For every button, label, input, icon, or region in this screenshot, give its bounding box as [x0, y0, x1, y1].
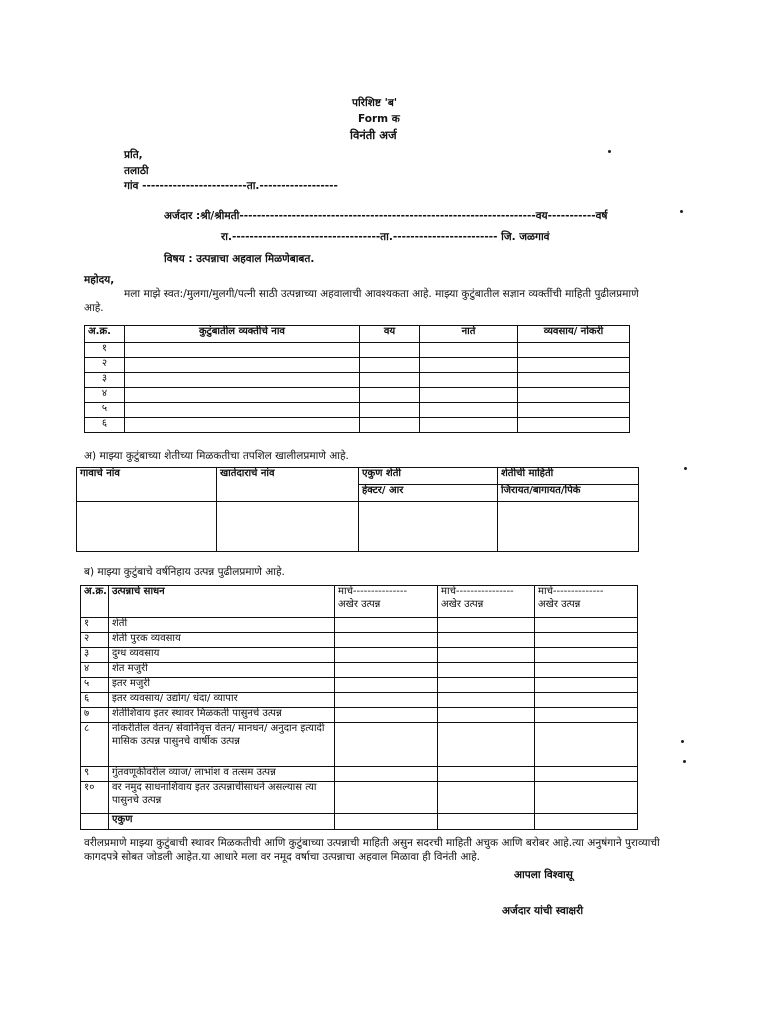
amount-cell[interactable]	[438, 663, 535, 678]
table-row	[85, 358, 630, 373]
amount-cell[interactable]	[335, 618, 438, 633]
amount-cell[interactable]	[335, 782, 438, 814]
subject-line: विषय : उत्पन्नाचा अहवाल मिळणेबाबत.	[164, 253, 315, 265]
occupation-cell[interactable]	[518, 343, 630, 358]
amount-cell[interactable]	[335, 678, 438, 693]
col-header: वय	[360, 326, 420, 343]
row-number: १०	[81, 782, 109, 814]
year-sub: अखेर उत्पन्न	[441, 598, 484, 610]
title-appendix: परिशिष्ट 'ब'	[352, 97, 398, 109]
col-header: अ.क्र.	[81, 586, 109, 618]
table-row	[85, 418, 630, 433]
year-sub: अखेर उत्पन्न	[338, 598, 381, 610]
relation-cell[interactable]	[420, 373, 518, 388]
address-to: प्रति,	[124, 149, 143, 161]
age-cell[interactable]	[360, 418, 420, 433]
amount-cell[interactable]	[438, 723, 535, 767]
amount-cell[interactable]	[438, 782, 535, 814]
amount-cell[interactable]	[335, 648, 438, 663]
village-cell[interactable]	[77, 502, 217, 552]
year-label: मार्च---------------	[338, 586, 408, 597]
income-source: नोकरीतील वेतन/ सेवानिवृत्त वेतन/ मानधन/ अनुदान इत्यादी मासिक उत्पन्न पासुनचे वार्षीक उत्पन्न	[109, 723, 335, 767]
table-row	[81, 633, 638, 648]
amount-cell[interactable]	[438, 633, 535, 648]
income-source: शेतीशिवाय इतर स्थावर मिळकती पासुनचे उत्पन्न	[109, 708, 335, 723]
occupation-cell[interactable]	[518, 418, 630, 433]
col-header: एकुण शेती	[359, 468, 498, 485]
table-row	[81, 782, 638, 814]
amount-cell[interactable]	[438, 693, 535, 708]
income-source: दुग्ध व्यवसाय	[109, 648, 335, 663]
table-row	[81, 693, 638, 708]
income-source: शेती	[109, 618, 335, 633]
income-table	[80, 585, 638, 830]
applicant-name-line: अर्जदार :श्री/श्रीमती--------------------------------------------------------------------वय-----------वर्ष	[164, 210, 608, 222]
age-cell[interactable]	[360, 388, 420, 403]
year-sub: अखेर उत्पन्न	[538, 598, 581, 610]
table-row	[85, 403, 630, 418]
year-label: मार्च--------------	[538, 586, 604, 597]
amount-cell[interactable]	[438, 618, 535, 633]
col-header: व्यवसाय/ नोकरी	[518, 326, 630, 343]
year-col-header	[438, 586, 535, 618]
amount-cell[interactable]	[535, 693, 638, 708]
table-row	[77, 502, 639, 552]
applicant-signature-label: अर्जदार यांची स्वाक्षरी	[502, 905, 584, 917]
col-header: गावाचे नांव	[77, 468, 217, 502]
income-source: शेती पुरक व्यवसाय	[109, 633, 335, 648]
total-label: एकुण	[109, 814, 335, 830]
table-row	[85, 388, 630, 403]
age-cell[interactable]	[360, 373, 420, 388]
row-number: ५	[81, 678, 109, 693]
table-row	[81, 648, 638, 663]
row-number: ८	[81, 723, 109, 767]
age-cell[interactable]	[360, 403, 420, 418]
row-number: १	[81, 618, 109, 633]
land-intro: अ) माझ्या कुटुंबाच्या शेतीच्या मिळकतीचा तपशिल खालीलप्रमाणे आहे.	[84, 450, 349, 462]
amount-cell[interactable]	[335, 633, 438, 648]
amount-cell[interactable]	[438, 814, 535, 830]
col-header: अ.क्र.	[85, 326, 125, 343]
amount-cell[interactable]	[535, 814, 638, 830]
row-number: ६	[81, 693, 109, 708]
scan-speck	[683, 760, 686, 763]
applicant-residence-line: रा.----------------------------------ता.------------------------ जि. जळगावं	[221, 231, 550, 243]
name-cell[interactable]	[125, 418, 360, 433]
occupation-cell[interactable]	[518, 388, 630, 403]
declaration-paragraph: वरीलप्रमाणे माझ्या कुटुंबाची स्थावर मिळकतीची आणि कुटुंबाच्या उत्पन्नाची माहिती असुन सदरची माहिती अचुक आणि बरोबर आहे.त्या अनुषंगाने पुराव्याची कागदपत्रे सोबत जोडली आहेत.या आधारे मला वर नमूद वर्षाचा उत्पन्नाचा अहवाल मिळावा ही विनंती आहे.	[84, 837, 660, 864]
amount-cell[interactable]	[438, 648, 535, 663]
scan-speck	[680, 210, 683, 213]
relation-cell[interactable]	[420, 403, 518, 418]
age-cell[interactable]	[360, 343, 420, 358]
row-number: २	[81, 633, 109, 648]
row-number: ५	[85, 403, 125, 418]
row-number	[81, 814, 109, 830]
col-header: नाते	[420, 326, 518, 343]
income-source: इतर व्यवसाय/ उद्योग/ धंदा/ व्यापार	[109, 693, 335, 708]
amount-cell[interactable]	[535, 708, 638, 723]
row-number: ३	[85, 373, 125, 388]
col-header: शेतीची माहिती	[498, 468, 639, 485]
occupation-cell[interactable]	[518, 373, 630, 388]
amount-cell[interactable]	[535, 782, 638, 814]
holder-cell[interactable]	[217, 502, 359, 552]
area-cell[interactable]	[359, 502, 498, 552]
amount-cell[interactable]	[535, 767, 638, 782]
address-talathi: तलाठी	[124, 165, 149, 177]
total-row	[81, 814, 638, 830]
family-members-table	[84, 325, 630, 433]
age-cell[interactable]	[360, 358, 420, 373]
occupation-cell[interactable]	[518, 358, 630, 373]
amount-cell[interactable]	[438, 767, 535, 782]
table-row	[81, 723, 638, 767]
col-subheader: हेक्टर/ आर	[359, 485, 498, 502]
amount-cell[interactable]	[535, 618, 638, 633]
intro-paragraph: मला माझे स्वत:/मुलगा/मुलगी/पत्नी साठी उत्पन्नाच्या अहवालाची आवश्यकता आहे. माझ्या कुटुंबातील सज्ञान व्यक्तींची माहिती पुढीलप्रमाणे आहे.	[84, 288, 639, 315]
amount-cell[interactable]	[438, 708, 535, 723]
title-request: विनंती अर्ज	[350, 128, 397, 142]
scan-speck	[681, 740, 684, 743]
crop-cell[interactable]	[498, 502, 639, 552]
amount-cell[interactable]	[438, 678, 535, 693]
amount-cell[interactable]	[335, 693, 438, 708]
name-cell[interactable]	[125, 388, 360, 403]
year-label: मार्च----------------	[441, 586, 514, 597]
row-number: ४	[85, 388, 125, 403]
income-source: गुंतवणूकीवरील व्याज/ लाभांश व तत्सम उत्पन्न	[109, 767, 335, 782]
table-row	[81, 618, 638, 633]
amount-cell[interactable]	[535, 663, 638, 678]
amount-cell[interactable]	[535, 723, 638, 767]
col-header: कुटुंबातील व्यक्तीचे नाव	[125, 326, 360, 343]
scan-speck	[608, 150, 611, 153]
amount-cell[interactable]	[335, 663, 438, 678]
income-source: शेत मजुरी	[109, 663, 335, 678]
title-form: Form क	[358, 113, 400, 125]
table-row	[81, 678, 638, 693]
name-cell[interactable]	[125, 358, 360, 373]
name-cell[interactable]	[125, 373, 360, 388]
scan-speck	[684, 467, 687, 470]
amount-cell[interactable]	[535, 648, 638, 663]
name-cell[interactable]	[125, 403, 360, 418]
row-number: ६	[85, 418, 125, 433]
relation-cell[interactable]	[420, 388, 518, 403]
amount-cell[interactable]	[535, 633, 638, 648]
table-row	[85, 373, 630, 388]
amount-cell[interactable]	[335, 708, 438, 723]
amount-cell[interactable]	[535, 678, 638, 693]
row-number: ३	[81, 648, 109, 663]
amount-cell[interactable]	[335, 814, 438, 830]
year-col-header	[535, 586, 638, 618]
address-village: गांव ------------------------ता.------------------	[124, 180, 338, 192]
yours-faithfully: आपला विश्वासू	[514, 869, 573, 881]
table-row	[81, 663, 638, 678]
table-row	[81, 708, 638, 723]
land-details-table	[76, 467, 639, 552]
table-row	[81, 767, 638, 782]
relation-cell[interactable]	[420, 358, 518, 373]
amount-cell[interactable]	[335, 723, 438, 767]
row-number: ७	[81, 708, 109, 723]
row-number: ९	[81, 767, 109, 782]
col-subheader: जिरायत/बागायत/पिके	[498, 485, 639, 502]
relation-cell[interactable]	[420, 418, 518, 433]
row-number: ४	[81, 663, 109, 678]
occupation-cell[interactable]	[518, 403, 630, 418]
income-intro: ब) माझ्या कुटुंबाचे वर्षनिहाय उत्पन्न पुढीलप्रमाणे आहे.	[84, 566, 285, 578]
row-number: २	[85, 358, 125, 373]
col-header: उत्पन्नाचे साधन	[109, 586, 335, 618]
amount-cell[interactable]	[335, 767, 438, 782]
row-number: १	[85, 343, 125, 358]
name-cell[interactable]	[125, 343, 360, 358]
table-row	[85, 343, 630, 358]
col-header: खातेदाराचे नांव	[217, 468, 359, 502]
income-source: इतर मजुरी	[109, 678, 335, 693]
income-source: वर नमुद साधनाशिवाय इतर उत्पन्नाचीसाधने असल्यास त्या पासुनचे उत्पन्न	[109, 782, 335, 814]
relation-cell[interactable]	[420, 343, 518, 358]
year-col-header	[335, 586, 438, 618]
salutation: महोदय,	[84, 274, 115, 286]
